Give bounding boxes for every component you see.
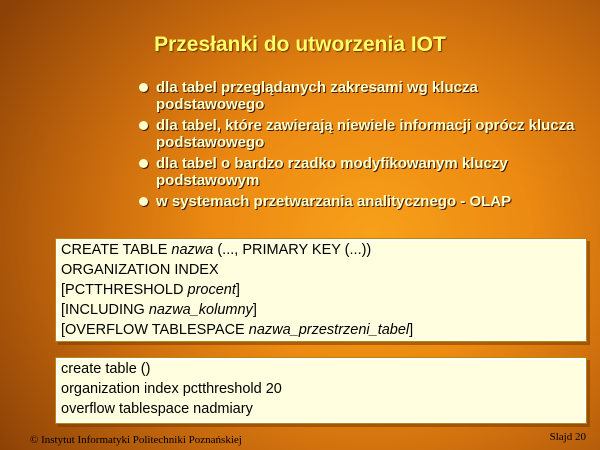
- bullet-item: [136, 79, 576, 113]
- syntax-keyword: ]: [252, 302, 257, 318]
- syntax-keyword: ]: [409, 322, 414, 338]
- bullet-item: [136, 193, 576, 210]
- syntax-placeholder: procent: [187, 282, 236, 298]
- bullet-list: [136, 79, 576, 214]
- bullet-text: w systemach przetwarzania analitycznego - OLAP: [156, 193, 512, 210]
- syntax-placeholder: nazwa: [171, 242, 214, 258]
- example-line: create table (): [61, 361, 151, 377]
- syntax-keyword: [OVERFLOW TABLESPACE: [61, 322, 249, 338]
- syntax-line-overflow: [61, 320, 582, 340]
- sql-syntax-box: [55, 238, 587, 342]
- sql-example-box: [55, 357, 587, 424]
- syntax-line-pctthreshold: [61, 280, 582, 300]
- syntax-keyword: [PCTTHRESHOLD: [61, 282, 188, 298]
- bullet-text: dla tabel przeglądanych zakresami wg klucza podstawowego: [156, 79, 478, 113]
- syntax-line-create-table: [61, 240, 582, 260]
- syntax-keyword: CREATE TABLE: [61, 242, 172, 258]
- bullet-dot-icon: [139, 83, 148, 92]
- bullet-dot-icon: [139, 197, 148, 206]
- bullet-item: [136, 117, 576, 151]
- slide-title: Przesłanki do utworzenia IOT: [154, 33, 446, 56]
- slide-number: Slajd 20: [549, 431, 586, 443]
- bullet-item: [136, 155, 576, 189]
- bullet-text: dla tabel, które zawierają niewiele informacji oprócz klucza podstawowego: [156, 117, 575, 151]
- bullet-text: dla tabel o bardzo rzadko modyfikowanym kluczy podstawowym: [156, 155, 508, 189]
- footer-institute: © Instytut Informatyki Politechniki Poznańskiej: [30, 434, 242, 446]
- bullet-dot-icon: [139, 121, 148, 130]
- syntax-keyword: [INCLUDING: [61, 302, 149, 318]
- example-line: overflow tablespace nadmiary: [61, 401, 253, 417]
- syntax-placeholder: nazwa_kolumny: [148, 302, 253, 318]
- syntax-line-organization-index: ORGANIZATION INDEX: [61, 262, 219, 278]
- syntax-keyword: (..., PRIMARY KEY (...)): [213, 242, 372, 258]
- bullet-dot-icon: [139, 159, 148, 168]
- example-line: organization index pctthreshold 20: [61, 381, 282, 397]
- syntax-placeholder: nazwa_przestrzeni_tabel: [248, 322, 410, 338]
- syntax-keyword: ]: [235, 282, 240, 298]
- syntax-line-including: [61, 300, 582, 320]
